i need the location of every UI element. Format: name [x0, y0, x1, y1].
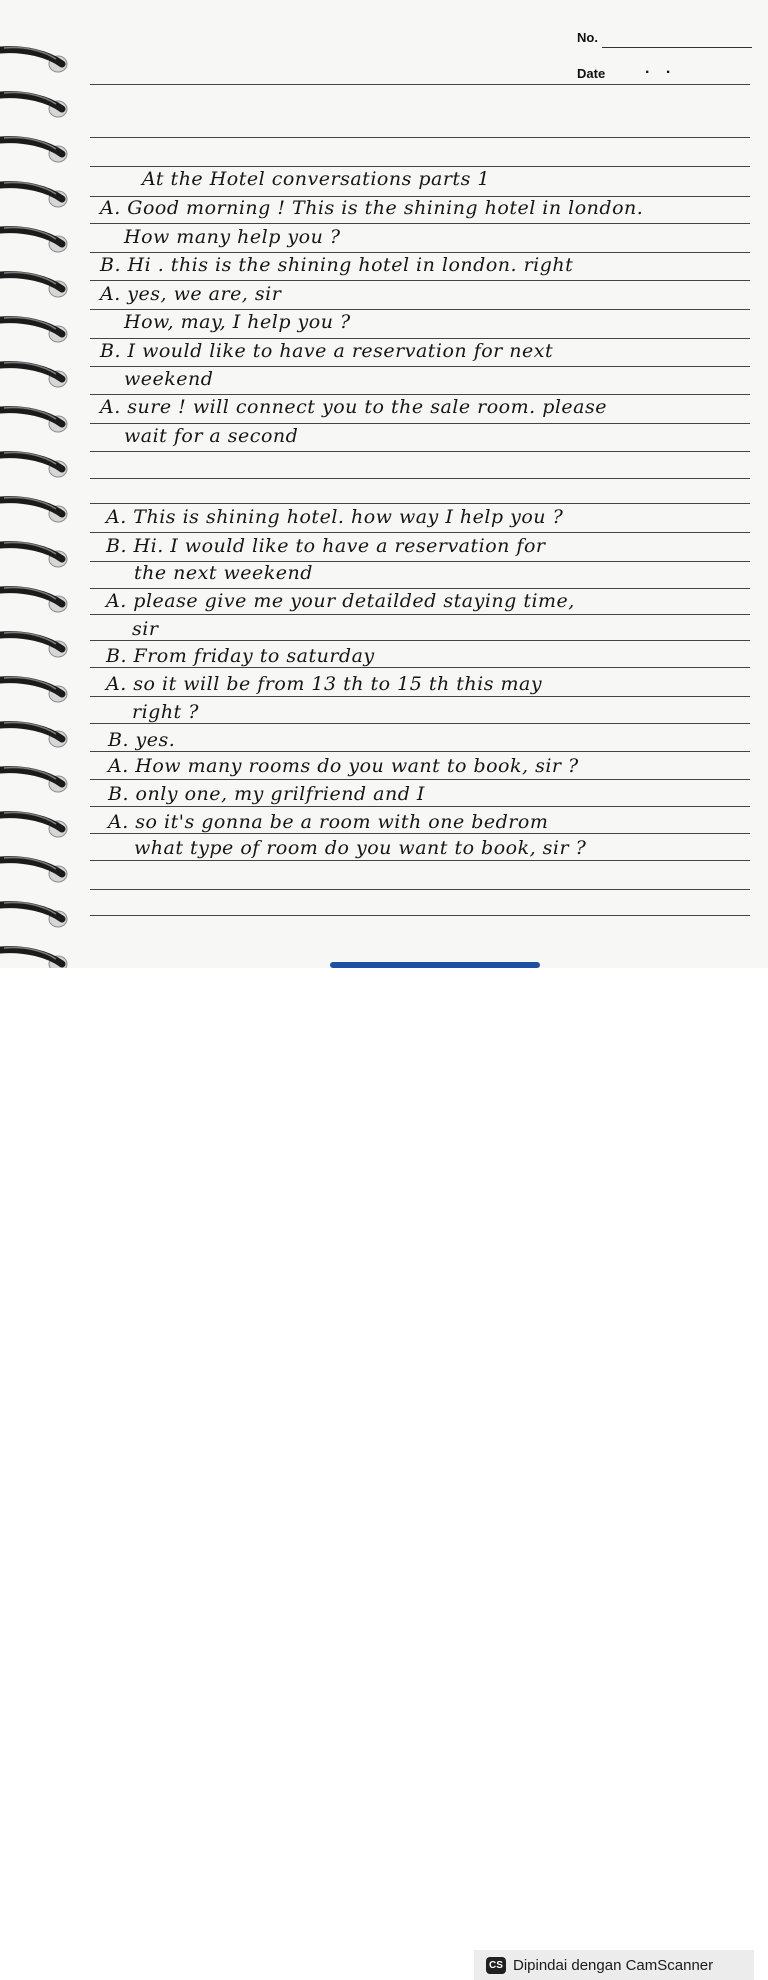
spiral-ring	[0, 453, 67, 477]
handwritten-line: How many help you ?	[124, 226, 341, 248]
spiral-ring	[0, 543, 67, 567]
scanner-footer	[0, 968, 768, 1974]
ruled-line	[90, 667, 750, 668]
handwritten-line: A. sure ! will connect you to the sale room. please	[100, 396, 607, 418]
ruled-line	[90, 252, 750, 253]
handwritten-line: wait for a second	[124, 425, 299, 447]
handwritten-line: B. Hi . this is the shining hotel in london. right	[100, 254, 574, 276]
no-label: No.	[577, 30, 598, 45]
ruled-line	[90, 137, 750, 138]
spiral-ring	[0, 228, 67, 252]
date-label: Date	[577, 66, 606, 81]
ruled-line	[90, 451, 750, 452]
handwritten-line: A. Good morning ! This is the shining hotel in london.	[100, 197, 644, 219]
ruled-line	[90, 223, 750, 224]
spiral-ring	[0, 903, 67, 927]
ruled-line	[90, 503, 750, 504]
handwritten-line: A. How many rooms do you want to book, sir ?	[108, 755, 579, 777]
ruled-line	[90, 860, 750, 861]
ruled-line	[90, 889, 750, 890]
spiral-ring	[0, 723, 67, 747]
handwritten-line: sir	[132, 618, 159, 640]
ruled-line	[90, 588, 750, 589]
ruled-line	[90, 779, 750, 780]
spiral-ring	[0, 138, 67, 162]
ruled-line	[90, 915, 750, 916]
spiral-ring	[0, 408, 67, 432]
date-dots: . .	[645, 60, 677, 77]
ruled-line	[90, 423, 750, 424]
ruled-line	[90, 751, 750, 752]
handwritten-line: At the Hotel conversations parts 1	[142, 168, 490, 190]
no-underline	[602, 47, 752, 48]
handwritten-line: right ?	[132, 701, 199, 723]
spiral-ring	[0, 948, 67, 968]
ruled-line	[90, 532, 750, 533]
spiral-ring	[0, 318, 67, 342]
ruled-line	[90, 309, 750, 310]
spiral-ring	[0, 858, 67, 882]
handwritten-line: A. yes, we are, sir	[100, 283, 282, 305]
handwritten-line: A. please give me your detailded staying time,	[106, 590, 575, 612]
handwritten-line: weekend	[124, 368, 214, 390]
notebook-page	[0, 0, 768, 968]
spiral-binding	[0, 0, 80, 968]
spiral-ring	[0, 768, 67, 792]
handwritten-line: B. From friday to saturday	[106, 645, 375, 667]
ruled-line	[90, 723, 750, 724]
handwritten-line: A. so it will be from 13 th to 15 th this may	[106, 673, 543, 695]
camscanner-watermark	[474, 1950, 754, 1980]
ruled-line	[90, 806, 750, 807]
handwritten-line: B. yes.	[108, 729, 176, 751]
spiral-ring	[0, 633, 67, 657]
spiral-ring	[0, 678, 67, 702]
ruled-line	[90, 84, 750, 85]
ruled-line	[90, 696, 750, 697]
ruled-line	[90, 338, 750, 339]
spiral-ring	[0, 48, 67, 72]
ruled-line	[90, 833, 750, 834]
camscanner-logo-icon: CS	[486, 1957, 506, 1974]
spiral-ring	[0, 813, 67, 837]
spiral-ring	[0, 93, 67, 117]
spiral-ring	[0, 588, 67, 612]
handwritten-line: the next weekend	[134, 562, 313, 584]
spiral-ring	[0, 183, 67, 207]
handwritten-line: B. Hi. I would like to have a reservation for	[106, 535, 546, 557]
handwritten-line: A. This is shining hotel. how way I help you ?	[106, 506, 564, 528]
handwritten-line: How, may, I help you ?	[124, 311, 351, 333]
handwritten-line: A. so it's gonna be a room with one bedrom	[108, 811, 549, 833]
handwritten-line: B. only one, my grilfriend and I	[108, 783, 425, 805]
handwritten-line: B. I would like to have a reservation for next	[100, 340, 554, 362]
ruled-line	[90, 166, 750, 167]
spiral-ring	[0, 273, 67, 297]
ruled-line	[90, 478, 750, 479]
spiral-ring	[0, 363, 67, 387]
spiral-ring	[0, 498, 67, 522]
handwritten-line: what type of room do you want to book, sir ?	[134, 837, 587, 859]
camscanner-text: Dipindai dengan CamScanner	[513, 1956, 714, 1974]
ruled-line	[90, 394, 750, 395]
ruled-line	[90, 280, 750, 281]
ruled-line	[90, 640, 750, 641]
ruled-line	[90, 614, 750, 615]
ruled-line	[90, 366, 750, 367]
